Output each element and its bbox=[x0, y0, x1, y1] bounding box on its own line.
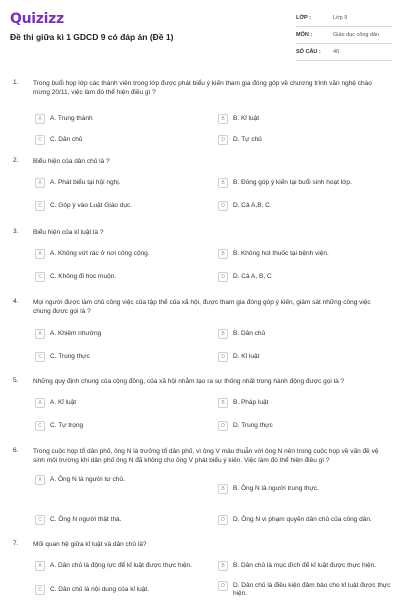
option-letter-badge: C bbox=[35, 585, 45, 595]
page-header bbox=[0, 0, 400, 62]
question-text: Trong cuộc họp tổ dân phố, ông N là trưởng tổ dân phố, vì ông V mâu thuẫn với ông N nên trong cuộc họp về vấn đề vệ sinh môi trường khi dân phố ông N đã không cho ông V phát biểu ý kiến. Việc làm đó thể hiện điều gì ? bbox=[33, 448, 379, 464]
option-d[interactable] bbox=[218, 422, 383, 431]
option-b[interactable] bbox=[218, 399, 383, 408]
question-text: Biểu hiện của kỉ luật là ? bbox=[33, 229, 104, 236]
option-letter-badge: A bbox=[35, 114, 45, 124]
option-letter-badge: D bbox=[218, 201, 228, 211]
meta-value: 40 bbox=[333, 49, 340, 55]
option-d[interactable] bbox=[218, 516, 400, 525]
option-b[interactable] bbox=[218, 179, 383, 188]
option-text: B. Không hút thuốc tại bệnh viện. bbox=[233, 250, 329, 257]
option-a[interactable] bbox=[35, 115, 200, 124]
option-letter-badge: A bbox=[35, 249, 45, 259]
option-c[interactable] bbox=[35, 353, 200, 362]
option-text: A. Trung thành bbox=[50, 115, 93, 122]
option-text: B. Kỉ luật bbox=[233, 115, 260, 122]
question-number: 5. bbox=[13, 377, 19, 384]
option-text: D. Dân chủ là điều kiện đảm bảo cho kỉ luật được thực hiện. bbox=[233, 582, 391, 597]
option-text: D. Ông N vi phạm quyền dân chủ của công dân. bbox=[233, 516, 372, 523]
option-text: D. Cả A, B, C bbox=[233, 273, 272, 280]
option-b[interactable] bbox=[218, 485, 383, 494]
option-letter-badge: D bbox=[218, 421, 228, 431]
option-letter-badge: C bbox=[35, 272, 45, 282]
option-letter-badge: D bbox=[218, 272, 228, 282]
option-c[interactable] bbox=[35, 136, 200, 145]
option-b[interactable] bbox=[218, 330, 383, 339]
meta-table bbox=[296, 10, 392, 61]
meta-key: LỚP : bbox=[296, 15, 311, 21]
option-text: A. Phát biểu tại hội nghị. bbox=[50, 179, 121, 186]
option-c[interactable] bbox=[35, 516, 200, 525]
option-text: D. Tự chủ bbox=[233, 136, 262, 143]
meta-value: Giáo dục công dân bbox=[333, 32, 380, 38]
option-a[interactable] bbox=[35, 562, 218, 571]
option-letter-badge: A bbox=[35, 329, 45, 339]
meta-key: MÔN : bbox=[296, 32, 313, 38]
option-text: A. Ông N là người tự chủ. bbox=[50, 476, 125, 483]
option-d[interactable] bbox=[218, 353, 383, 362]
option-d[interactable] bbox=[218, 273, 383, 282]
option-text: B. Pháp luật bbox=[233, 399, 269, 406]
option-text: B. Đóng góp ý kiến tại buổi sinh hoạt lớp. bbox=[233, 179, 352, 186]
option-letter-badge: D bbox=[218, 352, 228, 362]
option-letter-badge: B bbox=[218, 398, 228, 408]
question-text: Mọi người được làm chủ công việc của tập thể của xã hội, được tham gia đóng góp ý kiến, giám sát những công việc chung được gọi là ? bbox=[33, 299, 371, 315]
option-c[interactable] bbox=[35, 202, 200, 211]
meta-row-subject bbox=[296, 27, 392, 44]
option-c[interactable] bbox=[35, 586, 218, 595]
document-title: Đề thi giữa kì 1 GDCD 9 có đáp án (Đề 1) bbox=[10, 32, 174, 42]
option-text: C. Trung thực bbox=[50, 353, 90, 360]
option-b[interactable] bbox=[218, 250, 383, 259]
option-letter-badge: A bbox=[35, 561, 45, 571]
question-text: Mối quan hệ giữa kỉ luật và dân chủ là? bbox=[33, 541, 147, 548]
option-text: B. Ông N là người trung thực. bbox=[233, 485, 319, 492]
option-text: C. Tự trọng bbox=[50, 422, 84, 429]
option-text: C. Dân chủ là nội dung của kỉ luật. bbox=[50, 586, 150, 593]
meta-value: Lớp 9 bbox=[333, 15, 348, 21]
option-a[interactable] bbox=[35, 179, 200, 188]
question-text: Biểu hiện của dân chủ là ? bbox=[33, 158, 110, 165]
option-letter-badge: C bbox=[35, 515, 45, 525]
option-letter-badge: A bbox=[35, 178, 45, 188]
question-number: 4. bbox=[13, 298, 19, 305]
option-letter-badge: B bbox=[218, 249, 228, 259]
question-number: 6. bbox=[13, 447, 19, 454]
option-a[interactable] bbox=[35, 330, 200, 339]
option-letter-badge: B bbox=[218, 114, 228, 124]
question-number: 7. bbox=[13, 540, 19, 547]
option-d[interactable] bbox=[218, 136, 383, 145]
question-text: Những quy định chung của cộng đồng, của xã hội nhằm tạo ra sự thống nhất trong hành động được gọi là ? bbox=[33, 378, 345, 385]
option-a[interactable] bbox=[35, 399, 200, 408]
option-text: C. Dân chủ bbox=[50, 136, 83, 143]
option-letter-badge: A bbox=[35, 398, 45, 408]
meta-key: SỐ CÂU : bbox=[296, 49, 321, 55]
option-text: D. Trung thực bbox=[233, 422, 273, 429]
option-text: D. Cả A,B, C. bbox=[233, 202, 272, 209]
question-text: Trong buổi họp lớp các thành viên trong lớp được phát biểu ý kiến tham gia đóng góp về chương trình văn nghệ chào mừng 20/11, việc làm đó thể hiện điều gì ? bbox=[33, 80, 372, 96]
option-c[interactable] bbox=[35, 422, 200, 431]
option-b[interactable] bbox=[218, 115, 383, 124]
quizizz-logo: Quizizz bbox=[10, 11, 64, 27]
option-text: C. Không đi học muộn. bbox=[50, 273, 117, 280]
option-a[interactable] bbox=[35, 476, 200, 485]
option-letter-badge: B bbox=[218, 178, 228, 188]
option-letter-badge: A bbox=[35, 475, 45, 485]
option-letter-badge: B bbox=[218, 484, 228, 494]
meta-row-grade bbox=[296, 10, 392, 27]
option-text: A. Kỉ luật bbox=[50, 399, 77, 406]
option-c[interactable] bbox=[35, 273, 200, 282]
option-d[interactable] bbox=[218, 582, 393, 598]
meta-row-count bbox=[296, 44, 392, 61]
question-number: 3. bbox=[13, 228, 19, 235]
option-text: A. Dân chủ là động lực để kỉ luật được thực hiện. bbox=[50, 562, 192, 569]
option-letter-badge: C bbox=[35, 201, 45, 211]
option-letter-badge: D bbox=[218, 135, 228, 145]
option-text: C. Ông N người thật thà. bbox=[50, 516, 122, 523]
option-text: B. Dân chủ bbox=[233, 330, 266, 337]
option-letter-badge: D bbox=[218, 515, 228, 525]
option-letter-badge: D bbox=[218, 581, 228, 591]
option-letter-badge: B bbox=[218, 329, 228, 339]
option-text: C. Góp ý vào Luật Giáo dục. bbox=[50, 202, 133, 209]
question-number: 2. bbox=[13, 157, 19, 164]
option-text: A. Khiêm nhường bbox=[50, 330, 102, 337]
option-text: D. Kỉ luật bbox=[233, 353, 260, 360]
option-letter-badge: C bbox=[35, 421, 45, 431]
option-text: A. Không vứt rác ở nơi công cộng. bbox=[50, 250, 150, 257]
option-text: B. Dân chủ là mục đích để kỉ luật được thực hiện. bbox=[233, 562, 377, 569]
question-number: 1. bbox=[13, 79, 19, 86]
option-b[interactable] bbox=[218, 562, 400, 571]
option-d[interactable] bbox=[218, 202, 383, 211]
option-a[interactable] bbox=[35, 250, 200, 259]
option-letter-badge: C bbox=[35, 352, 45, 362]
option-letter-badge: C bbox=[35, 135, 45, 145]
option-letter-badge: B bbox=[218, 561, 228, 571]
